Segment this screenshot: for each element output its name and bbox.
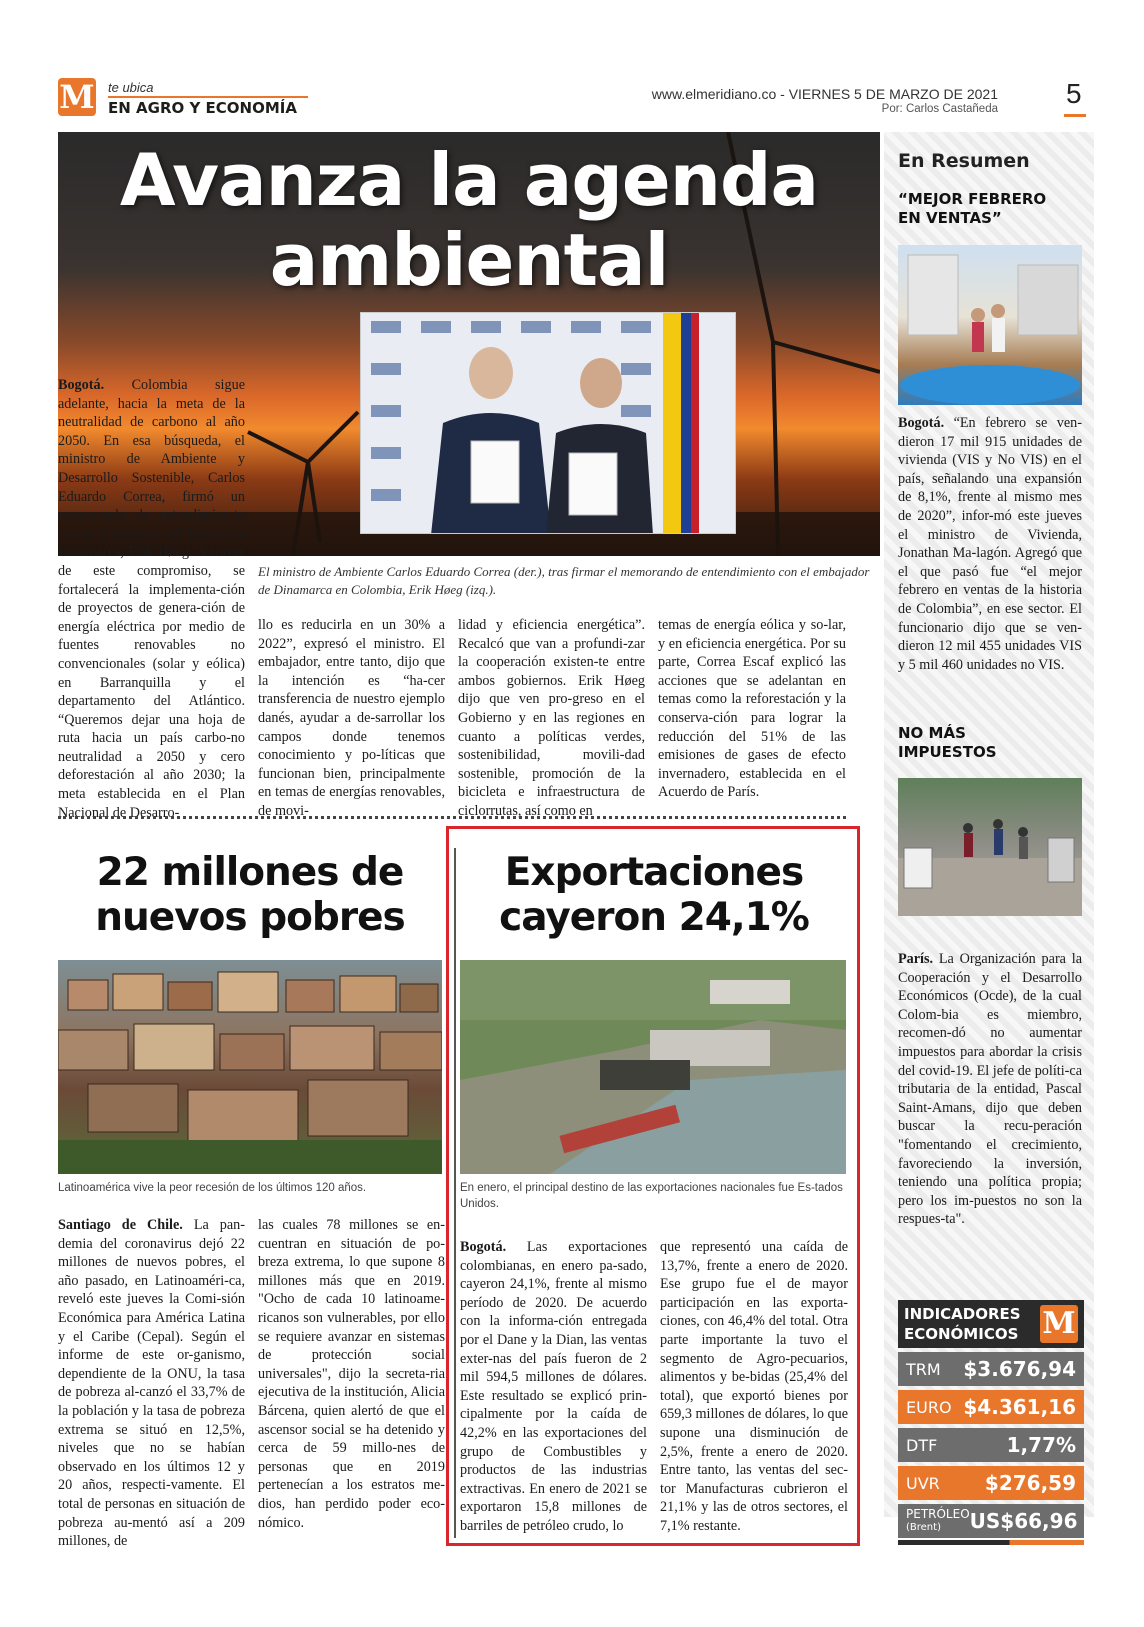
section-title: EN AGRO Y ECONOMÍA <box>108 99 297 117</box>
indicator-dtf-value: 1,77% <box>1006 1433 1076 1457</box>
indicator-petroleo-sublabel: (Brent) <box>906 1522 941 1533</box>
indicator-trm-label: TRM <box>906 1359 941 1379</box>
lead-caption: El ministro de Ambiente Carlos Eduardo Correa (der.), tras firmar el memorando de entendimiento con el embajador de Dinamarca en Colombia, Erik Høeg (izq.). <box>258 564 870 597</box>
indicator-petroleo-label <box>906 1508 970 1534</box>
sidebar-item2-text <box>898 950 1082 1229</box>
poverty-col-1 <box>58 1216 245 1551</box>
section-divider <box>58 816 846 819</box>
indicator-uvr <box>898 1466 1084 1500</box>
sidebar-item1-text <box>898 414 1082 674</box>
poverty-col-1-text: La pan-demia del coronavirus dejó 22 millones de nuevos pobres, el año pasado, en Latinoaméri-ca, reveló este jueves la Comi-sión Económica para América Latina y el Caribe (Cepal). Según el informe de este or-ganismo, dependiente de la ONU, la tasa de pobreza al-canzó el 33,7% de la población y la tasa de pobreza extrema se situó en 12,5%, niveles que no se habían observado en los últimos 12 y 20 años, respecti-vamente. El total de personas en situación de pobreza au-mentó así a 209 millones, de <box>58 1217 245 1550</box>
indicator-trm-value: $3.676,94 <box>963 1357 1076 1381</box>
author: Por: Carlos Castañeda <box>881 103 998 115</box>
lead-col-2: llo es reducirla en un 30% a 2022”, expresó el ministro. El embajador, entre tanto, dijo que la intención es “ha-cer transferencia de nuestro ejemplo danés, ayudar a de-sarrollar los campos donde tenemos conocimiento y po-líticas que funcionan bien, principalmente en temas de energías renovables, de movi- <box>258 617 445 819</box>
poverty-headline <box>58 850 442 940</box>
poverty-headline-line1: 22 millones de <box>96 850 404 895</box>
page-number-underline <box>1064 114 1086 117</box>
indicator-euro-value: $4.361,16 <box>963 1395 1076 1419</box>
housing-family-photo <box>898 245 1082 405</box>
exports-headline-line2: cayeron 24,1% <box>499 895 809 940</box>
slum-houses-photo <box>58 960 442 1174</box>
sidebar-item2-dateline: París. <box>898 951 934 967</box>
lead-headline-line2: ambiental <box>269 218 669 302</box>
port-aerial-photo <box>460 960 846 1174</box>
exports-col-2: que representó una caída de 13,7%, frente a enero de 2020. Ese grupo fue el de mayor participación en las exporta-ciones, con 46,4% del total. Otra parte importante la tuvo el segmento de Agro-pecuarios, alimentos y be-bidas (25,4% del total), que exportó bienes por 659,3 millones de dólares, lo que supone una disminución de 2,5%, frente a enero de 2020. Entre tanto, las ventas del sec-tor Manufacturas cubrieron el 21,1% y las de otros sectores, el 7,1% restante. <box>660 1239 848 1534</box>
poverty-caption: Latinoamérica vive la peor recesión de los últimos 120 años. <box>58 1182 367 1194</box>
sidebar-item1-title: “MEJOR FEBRERO EN VENTAS” <box>898 190 1047 227</box>
sidebar-item2-title: NO MÁS IMPUESTOS <box>898 724 997 761</box>
exports-col-1 <box>460 1238 647 1536</box>
poverty-dateline: Santiago de Chile. <box>58 1217 183 1233</box>
sidebar-title: En Resumen <box>898 150 1030 172</box>
lead-col-4: temas de energía eólica y so-lar, y en eficiencia energética. Por su parte, Correa Escaf explicó las acciones que se adelantan en temas como la reforestación y la conserva-ción para lograr la reducción del 51% de las emisiones de gases de efecto invernadero, establecida en el Acuerdo de París. <box>658 617 846 801</box>
indicator-uvr-label: UVR <box>906 1473 940 1493</box>
indicator-uvr-value: $276,59 <box>984 1471 1076 1495</box>
indicators-title <box>904 1304 1021 1344</box>
indicators-logo: M <box>1040 1305 1078 1343</box>
site-date: www.elmeridiano.co - VIERNES 5 DE MARZO DE 2021 <box>651 86 998 102</box>
indicator-petroleo-value: US$66,96 <box>969 1509 1078 1533</box>
page-number: 5 <box>1066 78 1082 109</box>
section-underline <box>108 96 308 98</box>
sidebar-item1-body: “En febrero se ven-dieron 17 mil 915 unidades de vivienda (VIS y No VIS) en el país, señalando una expansión de 8,1%, frente al mismo mes de 2020”, infor-mó este jueves el ministro de Vivienda, Jonathan Ma-lagón. Agregó que el que pasó fue “el mejor febrero en ventas de la historia de Colombia”, en ese sector. El funcionario dijo que se ven-dieron 12 mil 455 unidades VIS y 5 mil 460 unidades no VIS. <box>898 415 1082 673</box>
indicators-footer-bar <box>898 1540 1084 1545</box>
lead-col-1 <box>58 376 245 822</box>
lead-headline-line1: Avanza la agenda <box>119 138 819 222</box>
exports-caption: En enero, el principal destino de las exportaciones nacionales fue Es-tados Unidos. <box>460 1182 843 1210</box>
poverty-col-2: las cuales 78 millones se en-cuentran en situación de po-breza extrema, lo que supone 8 millones más que en 2019. "Ocho de cada 10 latinoame-ricanos son vulnerables, por ello se requiere avanzar en sistemas de protección social universales", dijo la secreta-ria ejecutiva de la institución, Alicia Bárcena, quien alertó de que el ascensor social se ha detenido y cerca de 59 millo-nes de personas que en 2019 pertenecían a los estratos me-dios, han perdido poder eco-nómico. <box>258 1217 445 1531</box>
te-ubica-label: te ubica <box>108 80 154 95</box>
masthead-logo: M <box>59 78 95 116</box>
indicator-euro <box>898 1390 1084 1424</box>
exports-dateline: Bogotá. <box>460 1239 507 1255</box>
indicator-trm <box>898 1352 1084 1386</box>
lead-dateline: Bogotá. <box>58 377 105 393</box>
sidebar-item2-body: La Organización para la Cooperación y el Desarrollo Económicos (Ocde), de la cual Colom-bia es miembro, recomen-dó no aumentar impuestos para abordar la crisis del covid-19. El jefe de políti-ca tributaria de la entidad, Pascal Saint-Amans, dijo que deben buscar la recu-peración "fomentando el crecimiento, favoreciendo la inversión, teniendo una política propia; pero los im-puestos no son la respues-ta". <box>898 951 1082 1228</box>
exports-headline <box>458 850 850 940</box>
lead-col-1-text: Colombia sigue adelante, hacia la meta de la neutralidad de carbono al año 2050. En esa búsqueda, el ministro de Ambiente y Desarrollo Sostenible, Carlos Eduardo Correa, firmó un memorando de entendimien-to con el Embajador del Rei-no de Dinamarca, Erik Høeg. A través de este compromiso, se fortalecerá la implementa-ción de proyectos de genera-ción de energía eléctrica por medio de fuentes renovables no convencionales (solar y eólica) en Barranquilla y el departamento del Atlántico. “Queremos dejar una hoja de ruta hacia un país carbo-no neutralidad a 2050 y cero deforestación al año 2030; la meta establecida en el Plan Nacional de Desarro- <box>58 377 245 821</box>
sidebar-item1-dateline: Bogotá. <box>898 415 945 431</box>
lead-col-3: lidad y eficiencia energética”. Recalcó que van a profundi-zar la cooperación existen-te entre ambos gobiernos. Erik Høeg dijo que ven pro-greso en el Gobierno y en las regiones en cuanto a políticas verdes, sostenibilidad, movili-dad sostenible, promoción de la bicicleta e infraestructura de ciclorrutas, así como en <box>458 617 645 819</box>
indicator-dtf <box>898 1428 1084 1462</box>
indicators-title-line2: ECONÓMICOS <box>904 1325 1019 1343</box>
indicator-euro-label: EURO <box>906 1397 952 1417</box>
street-vendors-photo <box>898 778 1082 916</box>
ministers-signing-photo <box>360 312 736 534</box>
lead-headline <box>58 140 880 300</box>
exports-headline-line1: Exportaciones <box>504 850 804 895</box>
exports-column-rule <box>454 848 456 1538</box>
indicator-dtf-label: DTF <box>906 1435 938 1455</box>
poverty-headline-line2: nuevos pobres <box>95 895 405 940</box>
indicator-petroleo <box>898 1504 1084 1538</box>
indicator-petroleo-name: PETRÓLEO <box>906 1507 970 1521</box>
exports-col-1-text: Las exportaciones colombianas, en enero pa-sado, cayeron 24,1%, frente al mismo período de 2020. De acuerdo con la informa-ción entregada por el Dane y la Dian, las ventas exter-nas del país fueron de 2 mil 594,5 millones de dólares. Este resultado se explicó prin-cipalmente por la caída de 42,2% en las exportaciones del grupo de Combustibles y productos de las industrias extractivas. En enero de 2021 se exportaron 15,8 millones de barriles de petróleo crudo, lo <box>460 1239 647 1534</box>
indicators-title-line1: INDICADORES <box>904 1305 1021 1323</box>
